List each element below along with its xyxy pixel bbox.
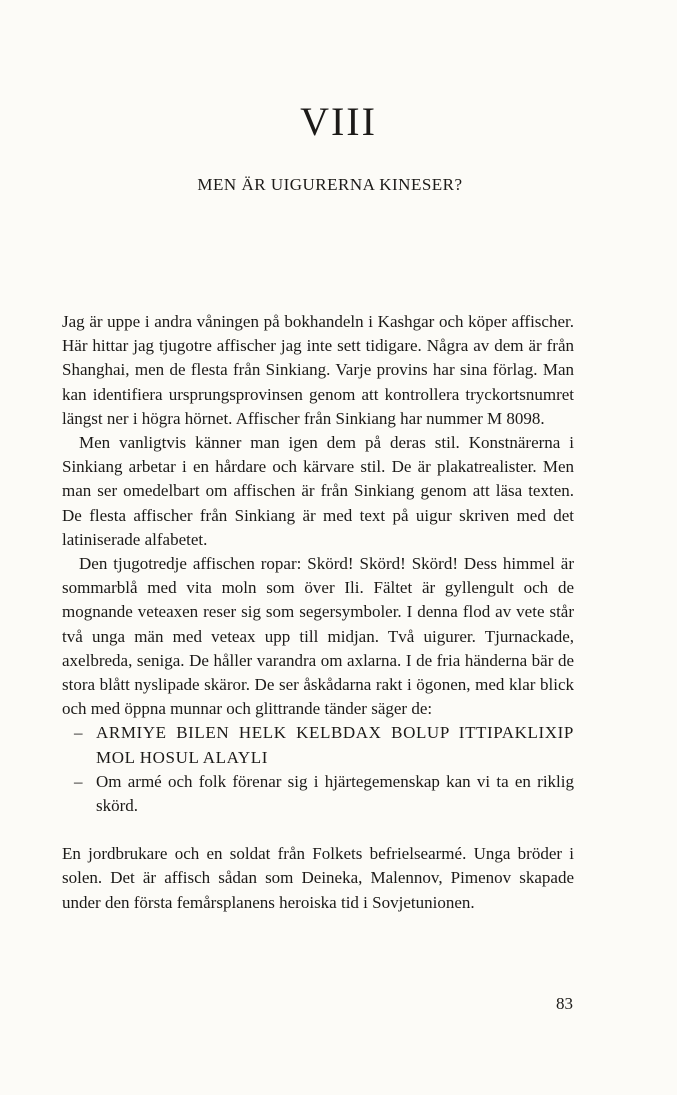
- paragraph-gap: [62, 818, 574, 842]
- chapter-title: MEN ÄR UIGURERNA KINESER?: [197, 175, 463, 194]
- dialogue-text: ARMIYE BILEN HELK KELBDAX BOLUP ITTIPAKLIXIP MOL HOSUL ALAYLI: [96, 723, 574, 767]
- chapter-number: VIII: [300, 99, 377, 144]
- body-text: [62, 310, 574, 915]
- dialogue-line-swedish: [62, 770, 574, 818]
- dialogue-line-uigur: [62, 721, 574, 769]
- dialogue-dash: –: [74, 771, 83, 791]
- page-number: 83: [556, 994, 573, 1013]
- paragraph: Jag är uppe i andra våningen på bokhandeln i Kashgar och köper affischer. Här hittar jag tjugotre affischer jag inte sett tidigare. Några av dem är från Shanghai, men de flesta från Sinkiang. Varje provins har sina förlag. Man kan identifiera ursprungsprovinsen genom att kontrollera tryckortsnumret längst ner i högra hörnet. Affischer från Sinkiang har nummer M 8098.: [62, 312, 574, 428]
- dialogue-text: Om armé och folk förenar sig i hjärtegemenskap kan vi ta en riklig skörd.: [96, 771, 574, 816]
- dialogue-dash: –: [74, 723, 84, 743]
- paragraph: Men vanligtvis känner man igen dem på deras stil. Konstnärerna i Sinkiang arbetar i en hårdare och kärvare stil. De är plakatrealister. Men man ser omedelbart om affischen är från Sinkiang genom att läsa texten. De flesta affischer från Sinkiang är med text på uigur skriven med det latiniserade alfabetet.: [62, 433, 574, 549]
- paragraph: Den tjugotredje affischen ropar: Skörd! Skörd! Skörd! Dess himmel är sommarblå med vita moln som över Ili. Fältet är gyllengult och de mognande veteaxen reser sig som segersymboler. I denna flod av vete står två unga män med veteax upp till midjan. Två uigurer. Tjurnackade, axelbreda, seniga. De håller varandra om axlarna. I de fria händerna bär de stora blått nyslipade skäror. De ser åskådarna rakt i ögonen, med klar blick och med öppna munnar och glittrande tänder säger de:: [62, 554, 574, 719]
- closing-paragraph: En jordbrukare och en soldat från Folkets befrielsearmé. Unga bröder i solen. Det är affisch sådan som Deineka, Malennov, Pimenov skapade under den första femårsplanens heroiska tid i Sovjetunionen.: [62, 844, 574, 912]
